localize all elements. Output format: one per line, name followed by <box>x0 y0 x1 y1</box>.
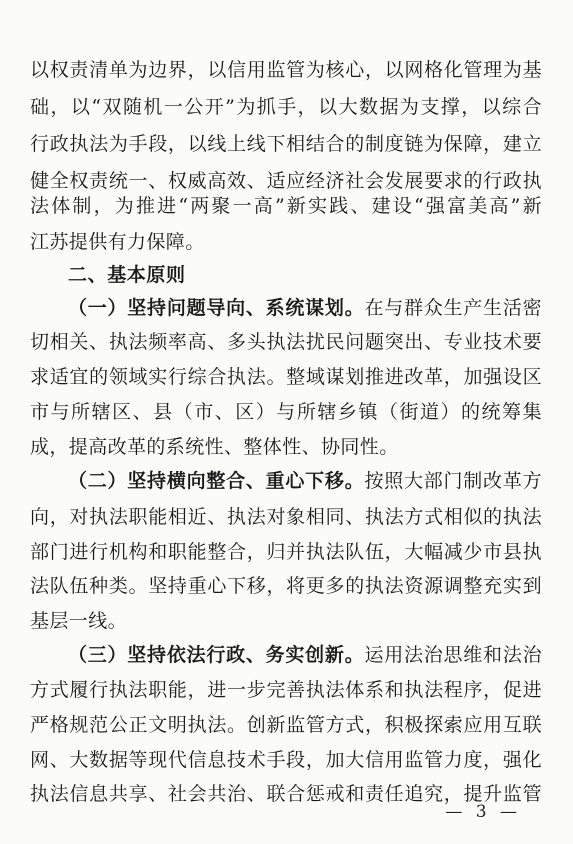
principle-1-line: 切相关、执法频率高、多头执法扰民问题突出、专业技术要 <box>30 331 542 353</box>
page-number: — 3 — <box>445 802 521 822</box>
principle-2-title: （二）坚持横向整合、重心下移。 <box>68 470 365 492</box>
principle-2-text: 按照大部门制改革方 <box>364 470 542 492</box>
principle-2-line: 基层一线。 <box>30 610 128 632</box>
principle-3-line: 执法信息共享、社会共治、联合惩戒和责任追究，提升监管 <box>30 783 542 805</box>
principle-3-title: （三）坚持依法行政、务实创新。 <box>68 644 365 666</box>
principle-1-line: 成，提高改革的系统性、整体性、协同性。 <box>30 436 399 458</box>
principle-1-title: （一）坚持问题导向、系统谋划。 <box>68 297 365 319</box>
intro-line: 法体制，为推进“两聚一高”新实践、建设“强富美高”新 <box>30 195 542 217</box>
principle-2-line: 法队伍种类。坚持重心下移，将更多的执法资源调整充实到 <box>30 575 542 597</box>
intro-line: 础，以“双随机一公开”为抓手，以大数据为支撑，以综合 <box>30 96 542 118</box>
intro-line: 以权责清单为边界，以信用监管为核心，以网格化管理为基 <box>30 59 542 81</box>
section-heading: 二、基本原则 <box>68 264 186 286</box>
principle-2-line: 向，对执法职能相近、执法对象相同、执法方式相似的执法 <box>30 506 542 528</box>
intro-line: 行政执法为手段，以线上线下相结合的制度链为保障，建立 <box>30 133 542 155</box>
principle-2-first-line <box>68 469 542 493</box>
principle-3-line: 网、大数据等现代信息技术手段，加大信用监管力度，强化 <box>30 749 542 771</box>
principle-1-line: 求适宜的领域实行综合执法。整域谋划推进改革，加强设区 <box>30 366 542 388</box>
principle-1-first-line <box>68 296 542 320</box>
principle-3-line: 方式履行执法职能，进一步完善执法体系和执法程序，促进 <box>30 679 542 701</box>
principle-3-first-line <box>68 643 542 667</box>
principle-3-line: 严格规范公正文明执法。创新监管方式，积极探索应用互联 <box>30 714 542 736</box>
principle-1-line: 市与所辖区、县（市、区）与所辖乡镇（街道）的统筹集 <box>30 401 542 423</box>
intro-line: 健全权责统一、权威高效、适应经济社会发展要求的行政执 <box>30 170 542 192</box>
principle-2-line: 部门进行机构和职能整合，归并执法队伍，大幅减少市县执 <box>30 541 542 563</box>
intro-line: 江苏提供有力保障。 <box>30 231 205 253</box>
principle-1-text: 在与群众生产生活密 <box>364 297 542 319</box>
principle-3-text: 运用法治思维和法治 <box>364 644 542 666</box>
